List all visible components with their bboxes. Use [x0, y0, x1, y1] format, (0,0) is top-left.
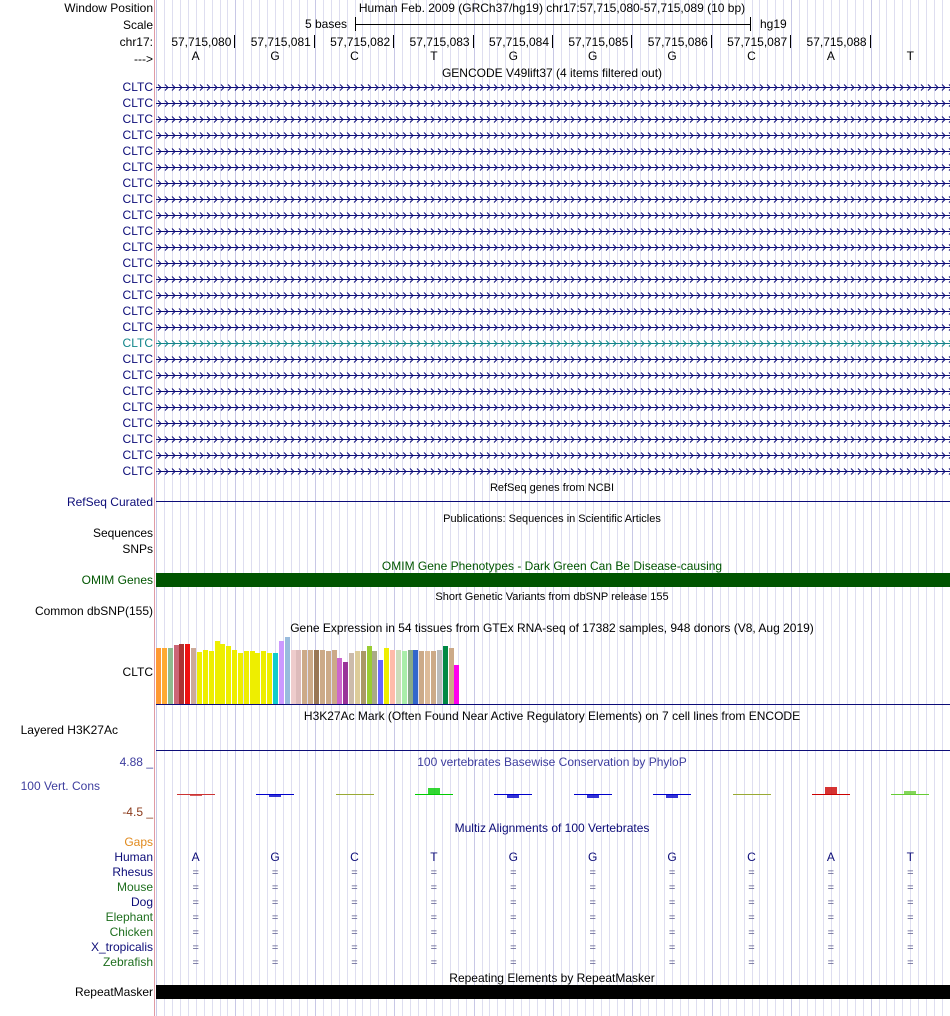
gtex-tissue-bar[interactable] [255, 653, 260, 704]
phylop-score-mark[interactable] [269, 794, 281, 797]
gtex-tissue-bar[interactable] [408, 650, 413, 704]
gencode-item-label[interactable]: CLTC [122, 144, 153, 158]
multiz-match: = [907, 897, 914, 909]
phylop-score-mark[interactable] [825, 787, 837, 794]
gencode-item-label[interactable]: CLTC [122, 176, 153, 190]
gencode-item-label[interactable]: CLTC [122, 368, 153, 382]
gencode-transcript-line[interactable] [156, 451, 950, 460]
multiz-match: = [907, 882, 914, 894]
ruler-tick [314, 35, 315, 48]
ruler-tick [711, 35, 712, 48]
multiz-match: = [430, 867, 438, 879]
gencode-item-label[interactable]: CLTC [122, 320, 153, 334]
multiz-match: = [430, 882, 438, 894]
gencode-item-label[interactable]: CLTC [122, 416, 153, 430]
multiz-match: = [589, 882, 596, 894]
gtex-tissue-bar[interactable] [396, 650, 401, 704]
gtex-track-bottom-line [156, 704, 950, 705]
phylop-max-label: 4.88 _ [119, 755, 153, 769]
multiz-human-base: A [191, 850, 200, 864]
gencode-item-label[interactable]: CLTC [122, 208, 153, 222]
phylop-score-mark[interactable] [904, 791, 916, 794]
multiz-match: = [351, 942, 358, 954]
refseq-gene-line[interactable] [156, 501, 950, 502]
scale-label: Scale [122, 18, 153, 32]
multiz-match: = [351, 957, 358, 969]
gencode-track-title: GENCODE V49lift37 (4 items filtered out) [441, 66, 663, 80]
multiz-match: = [271, 957, 279, 969]
multiz-human-base: C [747, 850, 756, 864]
ruler-position: 57,715,082 [330, 35, 391, 49]
omim-track-label[interactable]: OMIM Genes [81, 573, 153, 587]
multiz-match: = [192, 867, 199, 879]
gtex-tissue-bar[interactable] [378, 660, 383, 704]
gtex-tissue-bar[interactable] [215, 641, 220, 704]
multiz-match: = [192, 957, 199, 969]
gencode-transcript-line[interactable] [156, 195, 950, 204]
gtex-tissue-bar[interactable] [285, 637, 290, 704]
multiz-match: = [589, 942, 596, 954]
gencode-transcript-line[interactable] [156, 211, 950, 220]
gencode-item-label[interactable]: CLTC [122, 96, 153, 110]
assembly-title: Human Feb. 2009 (GRCh37/hg19) chr17:57,715,080-57,715,089 (10 bp) [358, 1, 746, 15]
gencode-transcript-line[interactable] [156, 131, 950, 140]
multiz-match: = [907, 927, 914, 939]
multiz-gaps-label[interactable]: Gaps [124, 835, 153, 849]
gencode-transcript-line[interactable] [156, 339, 950, 348]
multiz-match: = [668, 957, 676, 969]
gencode-item-label[interactable]: CLTC [122, 80, 153, 94]
multiz-match: = [827, 897, 835, 909]
multiz-species-label[interactable]: Human [114, 850, 153, 864]
multiz-match: = [907, 867, 914, 879]
publications-track-title: Publications: Sequences in Scientific Articles [443, 513, 661, 525]
gencode-transcript-line[interactable] [156, 307, 950, 316]
gtex-tissue-bar[interactable] [449, 648, 454, 704]
phylop-track-label[interactable]: 100 Vert. Cons [20, 779, 100, 793]
multiz-human-base: T [906, 850, 914, 864]
multiz-match: = [351, 912, 358, 924]
gencode-transcript-line[interactable] [156, 355, 950, 364]
multiz-match: = [827, 957, 835, 969]
multiz-match: = [510, 897, 517, 909]
dbsnp-track-title: Short Genetic Variants from dbSNP release 155 [435, 591, 669, 603]
gtex-tissue-bar[interactable] [384, 648, 389, 704]
gtex-tissue-bar[interactable] [454, 665, 459, 704]
multiz-match: = [589, 912, 596, 924]
multiz-match: = [430, 912, 438, 924]
gtex-tissue-bar[interactable] [261, 651, 266, 704]
ruler-position: 57,715,086 [647, 35, 708, 49]
multiz-match: = [510, 927, 517, 939]
h3k27ac-track-bottom-line [156, 750, 950, 751]
ruler-base: C [350, 49, 359, 63]
multiz-match: = [192, 882, 199, 894]
multiz-match: = [510, 867, 517, 879]
gencode-item-label[interactable]: CLTC [122, 192, 153, 206]
gencode-transcript-line[interactable] [156, 467, 950, 476]
multiz-match: = [827, 942, 835, 954]
publications-label-snps[interactable]: SNPs [122, 542, 153, 556]
gtex-tissue-bar[interactable] [156, 648, 161, 704]
gencode-transcript-line[interactable] [156, 275, 950, 284]
multiz-match: = [589, 957, 596, 969]
multiz-match: = [668, 942, 676, 954]
multiz-match: = [589, 927, 596, 939]
omim-feature-bar[interactable] [156, 573, 950, 587]
gencode-item-label[interactable]: CLTC [122, 288, 153, 302]
multiz-match: = [271, 867, 279, 879]
gencode-transcript-line[interactable] [156, 147, 950, 156]
multiz-match: = [430, 897, 438, 909]
multiz-human-base: G [508, 850, 518, 864]
multiz-match: = [510, 957, 517, 969]
gtex-tissue-bar[interactable] [267, 653, 272, 704]
ruler-base: G [270, 49, 280, 63]
gtex-tissue-bar[interactable] [413, 650, 418, 704]
multiz-match: = [827, 912, 835, 924]
gencode-item-label[interactable]: CLTC [122, 112, 153, 126]
phylop-score-mark[interactable] [507, 794, 519, 798]
ruler-position: 57,715,085 [568, 35, 629, 49]
gtex-tissue-bar[interactable] [168, 648, 173, 704]
gtex-tissue-bar[interactable] [355, 651, 360, 704]
multiz-match: = [907, 957, 914, 969]
multiz-match: = [510, 912, 517, 924]
gtex-tissue-bar[interactable] [203, 650, 208, 704]
gtex-tissue-bar[interactable] [431, 651, 436, 704]
gtex-tissue-bar[interactable] [425, 651, 430, 704]
ruler-tick [393, 35, 394, 48]
gencode-transcript-line[interactable] [156, 227, 950, 236]
multiz-match: = [668, 882, 676, 894]
repeatmasker-track-title: Repeating Elements by RepeatMasker [449, 971, 655, 985]
multiz-match: = [827, 927, 835, 939]
gtex-track-label[interactable]: CLTC [122, 665, 153, 679]
repeatmasker-track-label[interactable]: RepeatMasker [74, 985, 153, 999]
scale-bar [355, 24, 751, 25]
gtex-tissue-bar[interactable] [226, 646, 231, 704]
multiz-match: = [827, 882, 835, 894]
phylop-score-mark[interactable] [190, 794, 202, 796]
phylop-base-mark[interactable] [891, 794, 929, 795]
gencode-item-label[interactable]: CLTC [122, 352, 153, 366]
multiz-match: = [589, 867, 596, 879]
multiz-match: = [668, 897, 676, 909]
multiz-match: = [907, 912, 914, 924]
multiz-track-title: Multiz Alignments of 100 Vertebrates [454, 821, 650, 835]
gencode-transcript-line[interactable] [156, 323, 950, 332]
multiz-match: = [510, 882, 517, 894]
gtex-tissue-bar[interactable] [279, 641, 284, 704]
gencode-transcript-line[interactable] [156, 115, 950, 124]
phylop-score-mark[interactable] [587, 794, 599, 798]
ruler-tick [870, 35, 871, 48]
gtex-tissue-bar[interactable] [185, 644, 190, 704]
ruler-base: T [906, 49, 914, 63]
multiz-species-label[interactable]: Zebrafish [102, 955, 153, 969]
scale-bar-left-tick [355, 17, 356, 31]
gencode-item-label[interactable]: CLTC [122, 464, 153, 478]
multiz-match: = [510, 942, 517, 954]
gtex-tissue-bar[interactable] [443, 646, 448, 704]
phylop-base-mark[interactable] [336, 794, 374, 795]
ruler-tick [631, 35, 632, 48]
strand-label: ---> [134, 52, 153, 66]
gtex-tissue-bar[interactable] [343, 662, 348, 704]
gtex-tissue-bar[interactable] [402, 651, 407, 704]
gencode-item-label[interactable]: CLTC [122, 160, 153, 174]
multiz-human-base: A [826, 850, 835, 864]
multiz-human-base: T [430, 850, 438, 864]
multiz-match: = [748, 912, 755, 924]
gencode-item-label[interactable]: CLTC [122, 240, 153, 254]
gtex-tissue-bar[interactable] [326, 651, 331, 704]
multiz-human-base: G [270, 850, 280, 864]
scale-bar-right-tick [750, 17, 751, 31]
gencode-transcript-line[interactable] [156, 179, 950, 188]
multiz-match: = [589, 897, 596, 909]
gtex-tissue-bar[interactable] [390, 650, 395, 704]
gencode-item-label[interactable]: CLTC [122, 400, 153, 414]
multiz-match: = [192, 927, 199, 939]
gtex-tissue-bar[interactable] [367, 646, 372, 704]
multiz-match: = [430, 942, 438, 954]
gencode-item-label[interactable]: CLTC [122, 448, 153, 462]
multiz-match: = [351, 882, 358, 894]
multiz-match: = [748, 882, 755, 894]
gencode-item-label[interactable]: CLTC [122, 128, 153, 142]
phylop-score-mark[interactable] [666, 794, 678, 798]
ruler-base: G [667, 49, 677, 63]
gencode-transcript-line[interactable] [156, 163, 950, 172]
multiz-species-label[interactable]: Dog [130, 895, 153, 909]
gtex-track-title: Gene Expression in 54 tissues from GTEx RNA-seq of 17382 samples, 948 donors (V8, Aug 2019) [290, 621, 814, 635]
multiz-match: = [907, 942, 914, 954]
multiz-match: = [668, 912, 676, 924]
gencode-transcript-line[interactable] [156, 403, 950, 412]
gtex-tissue-bar[interactable] [361, 651, 366, 704]
gencode-item-label[interactable]: CLTC [122, 432, 153, 446]
multiz-match: = [668, 927, 676, 939]
repeatmasker-feature-bar[interactable] [156, 985, 950, 999]
multiz-match: = [748, 942, 755, 954]
refseq-track-title: RefSeq genes from NCBI [489, 482, 615, 494]
gtex-tissue-bar[interactable] [250, 651, 255, 704]
gencode-item-label[interactable]: CLTC [122, 304, 153, 318]
ruler-position: 57,715,084 [488, 35, 549, 49]
gencode-transcript-line[interactable] [156, 99, 950, 108]
gtex-tissue-bar[interactable] [244, 651, 249, 704]
gencode-item-label[interactable]: CLTC [122, 272, 153, 286]
gtex-tissue-bar[interactable] [296, 650, 301, 704]
phylop-score-mark[interactable] [428, 788, 440, 794]
gtex-tissue-bar[interactable] [308, 650, 313, 704]
ruler-tick [790, 35, 791, 48]
multiz-human-base: G [588, 850, 598, 864]
multiz-human-base: G [667, 850, 677, 864]
multiz-match: = [430, 957, 438, 969]
gencode-transcript-line[interactable] [156, 371, 950, 380]
gtex-tissue-bar[interactable] [437, 650, 442, 704]
gtex-tissue-bar[interactable] [337, 658, 342, 704]
gencode-item-label[interactable]: CLTC [122, 336, 153, 350]
gtex-tissue-bar[interactable] [273, 653, 278, 704]
gtex-tissue-bar[interactable] [372, 651, 377, 704]
gtex-tissue-bar[interactable] [291, 650, 296, 704]
gencode-transcript-line[interactable] [156, 243, 950, 252]
gencode-transcript-line[interactable] [156, 419, 950, 428]
multiz-match: = [351, 897, 358, 909]
gtex-tissue-bar[interactable] [191, 648, 196, 704]
multiz-match: = [351, 867, 358, 879]
ruler-base: G [588, 49, 598, 63]
ruler-position: 57,715,083 [409, 35, 470, 49]
ruler-tick [552, 35, 553, 48]
h3k27ac-track-label[interactable]: Layered H3K27Ac [20, 723, 118, 737]
multiz-match: = [748, 867, 755, 879]
multiz-match: = [271, 897, 279, 909]
window-position-label: Window Position [64, 1, 153, 15]
multiz-match: = [192, 897, 199, 909]
multiz-match: = [748, 957, 755, 969]
gencode-transcript-line[interactable] [156, 291, 950, 300]
gtex-tissue-bar[interactable] [162, 648, 167, 704]
multiz-match: = [271, 942, 279, 954]
gtex-tissue-bar[interactable] [332, 650, 337, 704]
phylop-base-mark[interactable] [415, 794, 453, 795]
ruler-position: 57,715,087 [727, 35, 788, 49]
multiz-match: = [271, 927, 279, 939]
ruler-tick [473, 35, 474, 48]
phylop-min-label: -4.5 _ [122, 805, 153, 819]
gencode-item-label[interactable]: CLTC [122, 224, 153, 238]
gtex-tissue-bar[interactable] [320, 650, 325, 704]
h3k27ac-track-title: H3K27Ac Mark (Often Found Near Active Regulatory Elements) on 7 cell lines from ENCODE [303, 709, 801, 723]
gtex-tissue-bar[interactable] [419, 651, 424, 704]
multiz-species-label[interactable]: Mouse [116, 880, 153, 894]
label-divider [154, 0, 155, 1016]
multiz-match: = [192, 912, 199, 924]
multiz-match: = [271, 912, 279, 924]
ruler-base: A [191, 49, 200, 63]
gtex-tissue-bar[interactable] [232, 650, 237, 704]
gtex-tissue-bar[interactable] [314, 650, 319, 704]
omim-track-title: OMIM Gene Phenotypes - Dark Green Can Be Disease-causing [381, 559, 723, 573]
ruler-base: A [826, 49, 835, 63]
gtex-tissue-bar[interactable] [197, 652, 202, 704]
ruler-position: 57,715,088 [806, 35, 867, 49]
phylop-base-mark[interactable] [812, 794, 850, 795]
ruler-position: 57,715,081 [250, 35, 311, 49]
scale-db: hg19 [760, 17, 787, 31]
ruler-base: T [430, 49, 438, 63]
multiz-species-label[interactable]: Rhesus [112, 865, 153, 879]
multiz-match: = [748, 897, 755, 909]
dbsnp-track-label[interactable]: Common dbSNP(155) [34, 604, 153, 618]
multiz-match: = [748, 927, 755, 939]
multiz-match: = [827, 867, 835, 879]
chrom-label: chr17: [119, 35, 153, 49]
gtex-tissue-bar[interactable] [238, 653, 243, 704]
gtex-tissue-bar[interactable] [174, 645, 179, 704]
gencode-item-label[interactable]: CLTC [122, 256, 153, 270]
multiz-match: = [668, 867, 676, 879]
gencode-transcript-line[interactable] [156, 387, 950, 396]
gtex-tissue-bar[interactable] [179, 644, 184, 704]
gtex-tissue-bar[interactable] [349, 653, 354, 704]
refseq-track-label[interactable]: RefSeq Curated [66, 495, 153, 509]
multiz-human-base: C [350, 850, 359, 864]
ruler-tick [234, 35, 235, 48]
phylop-track-title: 100 vertebrates Basewise Conservation by PhyloP [417, 755, 687, 769]
publications-label-sequences[interactable]: Sequences [92, 526, 153, 540]
multiz-match: = [192, 942, 199, 954]
multiz-species-label[interactable]: Elephant [105, 910, 153, 924]
gencode-transcript-line[interactable] [156, 83, 950, 92]
gencode-transcript-line[interactable] [156, 259, 950, 268]
gtex-tissue-bar[interactable] [220, 644, 225, 704]
ruler-base: G [508, 49, 518, 63]
scale-text: 5 bases [305, 17, 348, 31]
multiz-species-label[interactable]: Chicken [109, 925, 153, 939]
multiz-species-label[interactable]: X_tropicalis [90, 940, 153, 954]
gencode-transcript-line[interactable] [156, 435, 950, 444]
multiz-match: = [351, 927, 358, 939]
phylop-base-mark[interactable] [733, 794, 771, 795]
gtex-tissue-bar[interactable] [209, 651, 214, 704]
multiz-match: = [430, 927, 438, 939]
multiz-match: = [271, 882, 279, 894]
gtex-tissue-bar[interactable] [302, 650, 307, 704]
gencode-item-label[interactable]: CLTC [122, 384, 153, 398]
ruler-base: C [747, 49, 756, 63]
ruler-position: 57,715,080 [171, 35, 232, 49]
